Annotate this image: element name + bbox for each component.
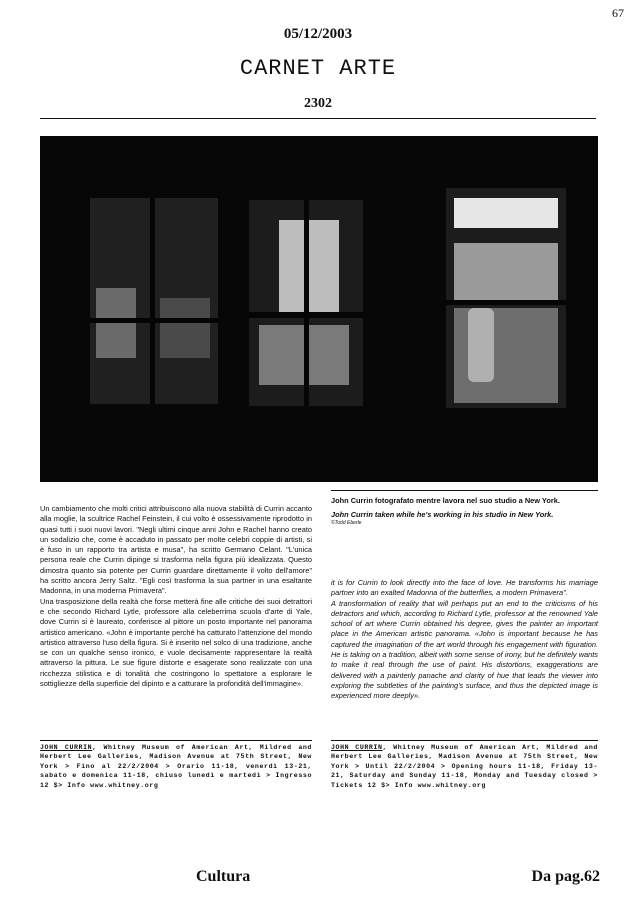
window-right-transom (446, 300, 566, 305)
window-right (446, 188, 566, 408)
article-english-column (331, 578, 598, 702)
caption-italian: John Currin fotografato mentre lavora nel suo studio a New York. (331, 496, 560, 505)
artist-figure (468, 308, 494, 382)
window-left-light (96, 288, 136, 358)
window-left-transom (90, 318, 218, 323)
info-divider-right (331, 740, 598, 741)
window-right-light-2 (454, 243, 558, 303)
window-left-mullion (150, 198, 155, 404)
issue-number: 2302 (304, 96, 332, 111)
window-center-mullion (304, 200, 309, 406)
english-paragraph-2: A transformation of reality that will perhaps put an end to the criticisms of his detractors and which, according to Richard Lytle, professor at the renowned Yale school of art where Currin obtained his degree, gives the painter an important place in the American artistic panorama. «John is important because he has captured the imagination of the art world through his engagement with figuration. He is taking on a tradition, albeit with some sense of irony, but he definitely wants to make it real through the use of paint. His distortions, exaggerations are delivered with a painterly panache and clarity of hue that leads the viewer into exploring the subtleties of the painting's surface, and thus the depicted image is experienced more deeply». (331, 598, 598, 701)
issue-date: 05/12/2003 (283, 26, 353, 42)
page-number: 67 (612, 6, 624, 20)
caption-divider (331, 490, 598, 491)
english-paragraph-1: it is for Currin to look directly into the face of love. He transforms his marriage partner into an exalted Madonna of the butterflies, a modern Primavera". (331, 578, 598, 598)
header-divider (40, 118, 596, 119)
photo-caption (331, 496, 598, 526)
exhibition-info-italian (40, 743, 312, 790)
window-center (249, 200, 363, 406)
artist-studio-photo (40, 136, 598, 482)
window-left (90, 198, 218, 404)
photo-credit: ©Todd Eberle (331, 520, 362, 526)
window-center-transom (249, 312, 363, 318)
info-divider-left (40, 740, 312, 741)
window-center-light (279, 220, 339, 315)
exhibition-info-english (331, 743, 598, 790)
section-label: Cultura (196, 868, 251, 885)
italian-paragraph-2: Una trasposizione della realtà che forse metterà fine alle critiche dei suoi detrattori e che secondo Richard Lytle, professore alla celeberrima scuola d'arte di Yale, dove Currin si è laureato, conferisce al pittore un posto importante nel panorama artistico americano. «John è importante perché ha catturato l'attenzione del mondo artistico attraverso l'uso della figura. Si è inserito nel solco di una tradizione, anche se con un qualche senso ironico, e vuole decisamente rappresentare la realtà attraverso la pittura. Le sue figure distorte e esagerate sono realizzate con una ricchezza stilistica e di tonalità che costringono lo spettatore a esplorare le sottigliezze della superficie del dipinto e a catturare la profondità dell'immagine». (40, 596, 312, 689)
continued-from: Da pag.62 (531, 868, 600, 885)
artist-name: JOHN CURRIN (40, 744, 93, 751)
window-right-light (454, 198, 558, 228)
info-italian-text: , Whitney Museum of American Art, Mildred and Herbert Lee Galleries, Madison Avenue at 75th Street, New York > Fino al 22/2/2004 > Orario 11-18, venerdì 13-21, sabato e domenica 11-18, chiuso lunedì e martedì > Ingresso 12 $> Info www.whitney.org (40, 744, 312, 789)
window-left-light-2 (160, 298, 210, 358)
article-italian-column (40, 504, 312, 689)
italian-paragraph-1: Un cambiamento che molti critici attribuiscono alla nuova stabilità di Currin accanto alla moglie, la scultrice Rachel Feinstein, il cui volto è ossessivamente riprodotto in quasi tutti i suoi nuovi lavori. "Negli ultimi cinque anni John e Rachel hanno creato un sodalizio che, come è accaduto in passato per molte celebri coppie di artisti, si è fuso in un rapporto tra artista e musa", ha scritto Germano Celant. "L'unica persona reale che Currin dipinge si trasforma nella figura più idealizzata. Questo dimostra quanto sia potente per Currin guardare direttamente il volto dell'amore" ha scritto ancora Jerry Saltz. "Egli così trasforma la sua partner in una esaltante Madonna, in una moderna Primavera". (40, 504, 312, 596)
publication-title: CARNET ARTE (239, 56, 397, 81)
info-english-text: , Whitney Museum of American Art, Mildred and Herbert Lee Galleries, Madison Avenue at 75th Street, New York > Until 22/2/2004 > Opening hours 11-18, Friday 13-21, Saturday and Sunday 11-18, Monday and Tuesday closed > Tickets 12 $> Info www.whitney.org (331, 744, 598, 789)
caption-english: John Currin taken while he's working in his studio in New York. (331, 509, 554, 519)
artist-name-english: JOHN CURRIN (331, 744, 383, 751)
